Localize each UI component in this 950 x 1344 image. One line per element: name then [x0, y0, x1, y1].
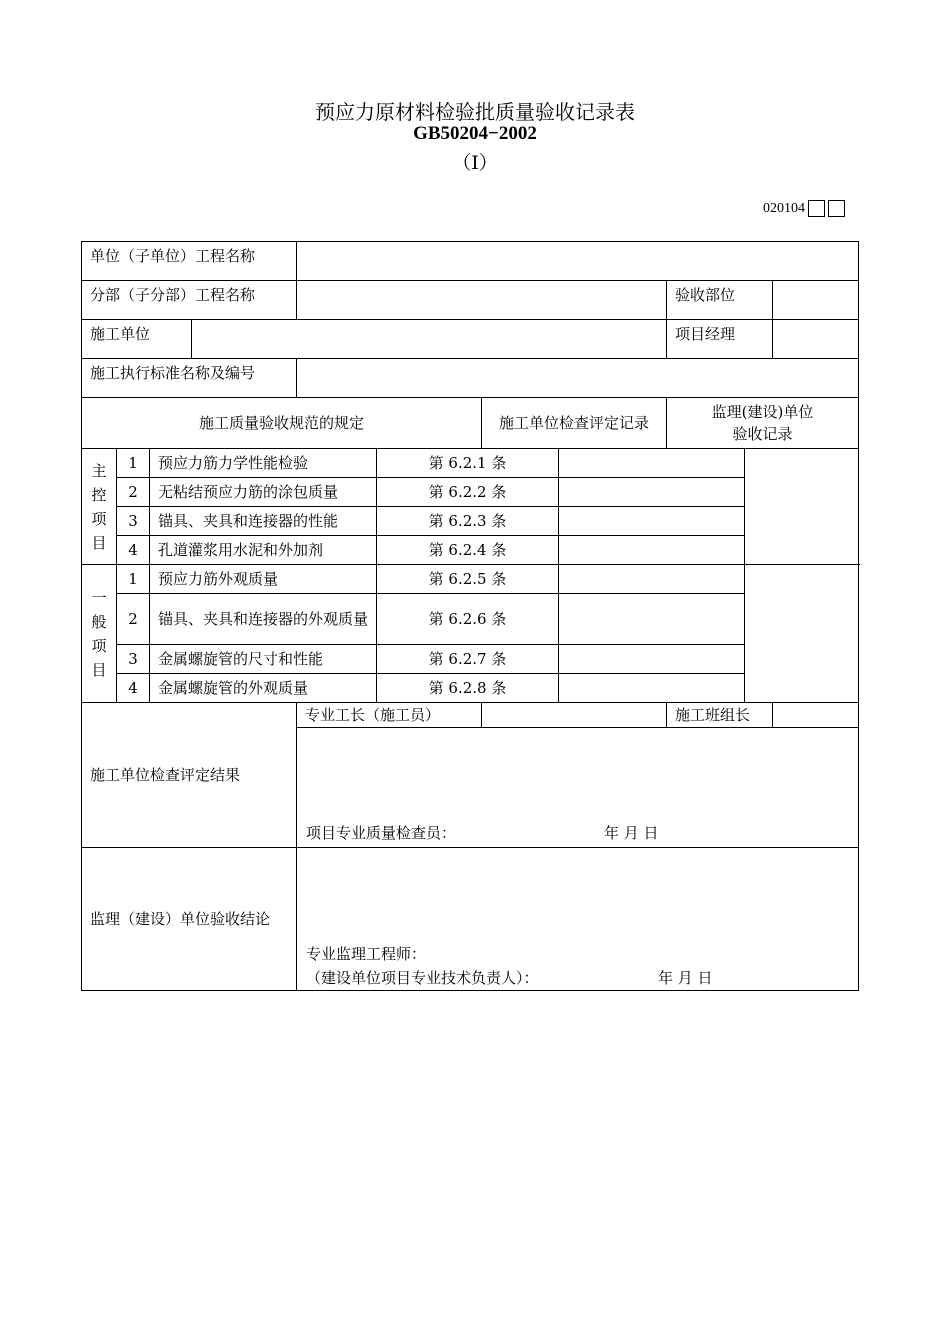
item-check-record[interactable] — [559, 674, 745, 703]
item-number: 1 — [117, 565, 150, 594]
supervision-result-label: 监理（建设）单位验收结论 — [82, 848, 297, 991]
group-char: 项 — [91, 636, 107, 655]
code-box-1[interactable] — [808, 200, 825, 217]
supervision-date: 年 月 日 — [658, 969, 713, 987]
construction-unit-label: 施工单位 — [82, 320, 192, 359]
construction-result-field[interactable] — [297, 728, 859, 848]
form-code — [763, 200, 845, 217]
item-clause: 第 6.2.6 条 — [377, 594, 559, 645]
acceptance-part-label: 验收部位 — [667, 281, 773, 320]
inspector-signature-label: 项目专业质量检查员： — [306, 824, 457, 842]
form-title: 预应力原材料检验批质量验收记录表 — [315, 100, 635, 124]
project-manager-label: 项目经理 — [667, 320, 773, 359]
item-number: 2 — [117, 478, 150, 507]
item-description: 锚具、夹具和连接器的性能 — [150, 507, 377, 536]
item-check-record[interactable] — [559, 449, 745, 478]
main-items-group-label — [82, 449, 117, 565]
group-char: 般 — [91, 612, 107, 631]
general-items-group-label — [82, 565, 117, 703]
construction-date: 年 月 日 — [604, 824, 659, 842]
unit-name-field[interactable] — [297, 242, 859, 281]
item-number: 3 — [117, 507, 150, 536]
supervisor-signature-label: 专业监理工程师： — [306, 945, 427, 963]
sub-name-label: 分部（子分部）工程名称 — [82, 281, 297, 320]
group-char: 目 — [91, 533, 107, 552]
spec-header: 施工质量验收规范的规定 — [82, 398, 482, 449]
form-variant: （Ⅰ） — [452, 152, 498, 174]
item-description: 孔道灌浆用水泥和外加剂 — [150, 536, 377, 565]
item-description: 预应力筋力学性能检验 — [150, 449, 377, 478]
standard-label: 施工执行标准名称及编号 — [82, 359, 297, 398]
item-number: 3 — [117, 645, 150, 674]
item-description: 锚具、夹具和连接器的外观质量 — [150, 594, 377, 645]
supervision-record-header-l2: 验收记录 — [732, 425, 793, 443]
construction-result-label: 施工单位检查评定结果 — [82, 703, 297, 848]
item-check-record[interactable] — [559, 565, 745, 594]
group-char: 目 — [91, 660, 107, 679]
group-char: 一 — [91, 588, 107, 607]
item-number: 2 — [117, 594, 150, 645]
unit-name-label: 单位（子单位）工程名称 — [82, 242, 297, 281]
group-char: 控 — [91, 485, 107, 504]
item-number: 4 — [117, 536, 150, 565]
group-char: 项 — [91, 509, 107, 528]
item-check-record[interactable] — [559, 478, 745, 507]
item-number: 4 — [117, 674, 150, 703]
sub-name-field[interactable] — [297, 281, 667, 320]
item-description: 预应力筋外观质量 — [150, 565, 377, 594]
general-items-supervision-record[interactable] — [745, 565, 859, 703]
inspection-record-table — [81, 241, 859, 991]
item-check-record[interactable] — [559, 594, 745, 645]
item-clause: 第 6.2.2 条 — [377, 478, 559, 507]
item-clause: 第 6.2.7 条 — [377, 645, 559, 674]
item-check-record[interactable] — [559, 645, 745, 674]
item-check-record[interactable] — [559, 536, 745, 565]
item-number: 1 — [117, 449, 150, 478]
item-clause: 第 6.2.1 条 — [377, 449, 559, 478]
team-leader-label: 施工班组长 — [667, 703, 773, 728]
foreman-field[interactable] — [482, 703, 667, 728]
item-description: 金属螺旋管的外观质量 — [150, 674, 377, 703]
supervision-record-header-l1: 监理(建设)单位 — [711, 403, 814, 421]
foreman-label: 专业工长（施工员） — [297, 703, 482, 728]
item-clause: 第 6.2.4 条 — [377, 536, 559, 565]
standard-code: GB50204−2002 — [413, 123, 537, 144]
item-clause: 第 6.2.8 条 — [377, 674, 559, 703]
standard-field[interactable] — [297, 359, 859, 398]
construction-unit-field[interactable] — [192, 320, 667, 359]
project-manager-field[interactable] — [773, 320, 859, 359]
form-code-text: 020104 — [763, 200, 805, 216]
owner-signature-label: （建设单位项目专业技术负责人）： — [306, 969, 539, 987]
group-char: 主 — [91, 461, 107, 480]
supervision-result-field[interactable] — [297, 848, 859, 991]
main-items-supervision-record[interactable] — [745, 449, 859, 565]
item-check-record[interactable] — [559, 507, 745, 536]
item-description: 无粘结预应力筋的涂包质量 — [150, 478, 377, 507]
item-description: 金属螺旋管的尺寸和性能 — [150, 645, 377, 674]
supervision-record-header — [667, 398, 859, 449]
acceptance-part-field[interactable] — [773, 281, 859, 320]
team-leader-field[interactable] — [773, 703, 859, 728]
item-clause: 第 6.2.5 条 — [377, 565, 559, 594]
item-clause: 第 6.2.3 条 — [377, 507, 559, 536]
code-box-2[interactable] — [828, 200, 845, 217]
check-record-header: 施工单位检查评定记录 — [482, 398, 667, 449]
